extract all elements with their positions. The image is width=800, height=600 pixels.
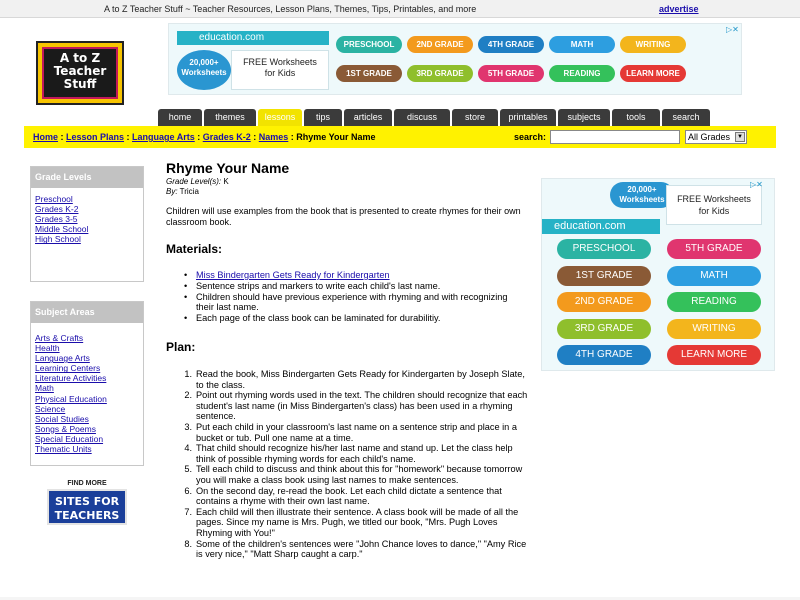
list-item: • Each page of the class book can be laminated for durabilitiy. (182, 313, 522, 324)
grade-level-label: Grade Level(s): (166, 177, 222, 186)
ad-grade-button[interactable]: LEARN MORE (620, 65, 686, 82)
site-logo[interactable] (36, 41, 124, 105)
plan-step (178, 539, 530, 560)
grade-levels-heading: Grade Levels (31, 167, 143, 188)
step-number: 5. (184, 464, 192, 475)
breadcrumb-link[interactable]: Home (33, 132, 59, 142)
nav-tab-search[interactable]: search (662, 109, 710, 126)
ad-grade-button[interactable]: 2ND GRADE (557, 292, 651, 312)
step-number: 2. (184, 390, 192, 401)
subject-area-link[interactable]: Physical Education (35, 393, 107, 404)
ad-grade-button[interactable]: 4TH GRADE (478, 36, 544, 53)
subject-area-link[interactable]: Songs & Poems (35, 423, 96, 434)
grade-level-line (166, 177, 534, 187)
ad-grade-button[interactable]: LEARN MORE (667, 345, 761, 365)
ad-free-line: FREE Worksheets (677, 194, 751, 204)
book-link[interactable]: Miss Bindergarten Gets Ready for Kindergarten (196, 270, 390, 280)
ad-grade-button[interactable]: READING (549, 65, 615, 82)
plan-step (178, 422, 530, 443)
plan-step (178, 369, 530, 390)
site-title: A to Z Teacher Stuff ~ Teacher Resources, Lesson Plans, Themes, Tips, Printables, and more (104, 4, 477, 14)
ad-brand: education.com (542, 219, 660, 234)
step-text: Put each child in your classroom's last name on a sentence strip and place in a bucket or tub. Pull one name at a time. (196, 421, 517, 443)
nav-tab-tools[interactable]: tools (612, 109, 660, 126)
nav-tab-lessons[interactable]: lessons (258, 109, 302, 126)
step-number: 6. (184, 485, 192, 496)
breadcrumb-separator: : (250, 132, 259, 142)
grade-select-value: All Grades (688, 132, 731, 142)
step-text: Some of the children's sentences were "John Chance loves to dance," "Amy Rice is very nice," "Matt Sharp caught a carp." (196, 538, 527, 560)
list-item (182, 270, 522, 281)
step-text: That child should recognize his/her last name and stand up. Let the class help think of possible rhyming words for each child's name. (196, 443, 513, 464)
nav-tab-printables[interactable]: printables (500, 109, 556, 126)
subject-area-link[interactable]: Arts & Crafts (35, 333, 84, 343)
ad-choices-icon[interactable]: ▷✕ (750, 180, 763, 189)
chevron-down-icon[interactable]: ▼ (735, 132, 745, 142)
breadcrumb-link[interactable]: Lesson Plans (66, 132, 125, 142)
subject-area-link[interactable]: Social Studies (35, 413, 89, 424)
sites-logo-line: SITES FOR (54, 495, 120, 508)
plan-heading: Plan: (166, 340, 196, 354)
grade-level-link[interactable]: High School (35, 234, 81, 245)
ad-grade-button[interactable]: MATH (549, 36, 615, 53)
ad-grade-button[interactable]: 5TH GRADE (478, 65, 544, 82)
plan-step (178, 390, 530, 422)
nav-tab-home[interactable]: home (158, 109, 202, 126)
list-item: • Sentence strips and markers to write each child's last name. (182, 281, 522, 292)
grade-levels-box (30, 166, 144, 282)
grade-level-value: K (223, 177, 229, 186)
step-text: Tell each child to discuss and think about this for "homework" because tomorrow you will make a class book using last names to make sentences. (196, 464, 523, 485)
breadcrumb-link[interactable]: Names (258, 132, 289, 142)
grade-select[interactable] (685, 130, 747, 144)
author-name: Tricia (179, 187, 199, 196)
nav-tab-themes[interactable]: themes (204, 109, 256, 126)
step-number: 4. (184, 443, 192, 454)
main-nav (158, 109, 750, 126)
ad-badge-line: 20,000+ (189, 58, 219, 67)
plan-step (178, 443, 530, 464)
search-input[interactable] (550, 130, 680, 144)
nav-tab-subjects[interactable]: subjects (558, 109, 610, 126)
step-text: Point out rhyming words used in the text. The children should recognize that each student's last name (in Miss Bindergarten's class) has been used in a rhyming sentence. (196, 390, 528, 422)
step-number: 1. (184, 369, 192, 379)
plan-step (178, 507, 530, 539)
breadcrumb-search-bar (24, 126, 776, 148)
subject-areas-box (30, 301, 144, 466)
nav-tab-articles[interactable]: articles (344, 109, 392, 126)
find-more-label: FIND MORE (67, 480, 107, 487)
ad-grade-button[interactable]: PRESCHOOL (557, 239, 651, 259)
ad-grade-button[interactable]: WRITING (620, 36, 686, 53)
breadcrumb-current: Rhyme Your Name (296, 132, 376, 142)
step-text: Read the book, Miss Bindergarten Gets Ready for Kindergarten by Joseph Slate, to the class. (196, 369, 525, 390)
nav-tab-store[interactable]: store (452, 109, 498, 126)
lesson-header (166, 160, 534, 197)
ad-grade-button[interactable]: PRESCHOOL (336, 36, 402, 53)
ad-badge-line: 20,000+ (627, 185, 657, 194)
breadcrumb-separator: : (288, 132, 297, 142)
ad-grade-button[interactable]: 3RD GRADE (557, 319, 651, 339)
subject-area-link[interactable]: Thematic Units (35, 444, 92, 455)
subject-area-link[interactable]: Math (35, 383, 54, 394)
ad-grade-button[interactable]: WRITING (667, 319, 761, 339)
nav-tab-tips[interactable]: tips (304, 109, 342, 126)
breadcrumb-separator: : (194, 132, 203, 142)
subject-area-link[interactable]: Learning Centers (35, 363, 101, 374)
page-title: Rhyme Your Name (166, 160, 290, 176)
step-number: 7. (184, 506, 192, 517)
logo-line: A to Z (59, 51, 101, 65)
ad-badge-line: Worksheets (619, 195, 665, 204)
ad-grade-button[interactable]: 1ST GRADE (557, 266, 651, 286)
nav-tab-discuss[interactable]: discuss (394, 109, 450, 126)
top-ad-banner[interactable] (168, 23, 742, 95)
breadcrumb-separator: : (58, 132, 67, 142)
top-bar (0, 0, 800, 18)
list-item: • Children should have previous experience with rhyming and with recognizing their last name. (182, 292, 522, 314)
author-line (166, 187, 534, 197)
search-label: search: (514, 132, 547, 142)
grade-level-link[interactable]: Middle School (35, 224, 89, 235)
grade-level-link[interactable]: Grades K-2 (35, 204, 79, 215)
ad-badge (610, 182, 674, 208)
step-number: 3. (184, 421, 192, 432)
grade-level-link[interactable]: Grades 3-5 (35, 214, 78, 225)
step-text: On the second day, re-read the book. Let each child dictate a sentence that contains a rhyme with their own last name. (196, 485, 502, 507)
ad-grade-button[interactable]: 3RD GRADE (407, 65, 473, 82)
ad-grade-button[interactable]: 5TH GRADE (667, 239, 761, 259)
plan-step (178, 486, 530, 507)
ad-grade-button[interactable]: 2ND GRADE (407, 36, 473, 53)
step-number: 8. (184, 538, 192, 549)
sites-for-teachers-logo[interactable] (47, 489, 127, 525)
plan-step (178, 464, 530, 485)
ad-grade-button[interactable]: READING (667, 292, 761, 312)
author-label: By: (166, 187, 178, 196)
ad-free-line: FREE Worksheets (243, 57, 317, 67)
breadcrumb-link[interactable]: Language Arts (132, 132, 195, 142)
ad-choices-icon[interactable]: ▷✕ (726, 25, 739, 34)
grade-level-link[interactable]: Preschool (35, 194, 73, 204)
materials-heading: Materials: (166, 242, 223, 256)
ad-free-worksheets (666, 185, 762, 225)
logo-line: Teacher (53, 64, 107, 78)
subject-area-link[interactable]: Health (35, 343, 60, 354)
ad-grade-button[interactable]: 1ST GRADE (336, 65, 402, 82)
subject-areas-heading: Subject Areas (31, 302, 143, 323)
plan-steps (178, 369, 530, 560)
ad-free-worksheets (231, 50, 329, 90)
ad-free-line: for Kids (264, 68, 296, 78)
ad-free-line: for Kids (698, 206, 730, 216)
ad-grade-button[interactable]: 4TH GRADE (557, 345, 651, 365)
subject-area-link[interactable]: Literature Activities (35, 373, 107, 384)
ad-badge-line: Worksheets (181, 68, 227, 77)
subject-area-link[interactable]: Science (35, 403, 66, 414)
lesson-intro: Children will use examples from the book that is presented to create rhymes for their own classroom book. (166, 206, 521, 227)
advertise-link[interactable]: advertise (659, 4, 699, 14)
ad-grade-button[interactable]: MATH (667, 266, 761, 286)
subject-area-link[interactable]: Language Arts (35, 353, 90, 364)
ad-brand: education.com (177, 31, 329, 45)
logo-line: Stuff (63, 77, 97, 91)
breadcrumb (33, 132, 376, 142)
right-ad-banner[interactable] (541, 178, 775, 371)
breadcrumb-separator: : (124, 132, 133, 142)
breadcrumb-link[interactable]: Grades K-2 (202, 132, 251, 142)
subject-area-link[interactable]: Special Education (35, 433, 104, 444)
ad-badge (177, 50, 231, 90)
step-text: Each child will then illustrate their sentence. A class book will be made of all the pages. Since my name is Mrs. Pugh, we titled our book, "Mrs. Pugh Loves Rhyming with You!" (196, 506, 519, 538)
sites-logo-line: TEACHERS (54, 509, 120, 522)
logo-text (42, 47, 118, 99)
materials-list (182, 270, 522, 324)
sites-for-teachers[interactable] (30, 480, 144, 525)
